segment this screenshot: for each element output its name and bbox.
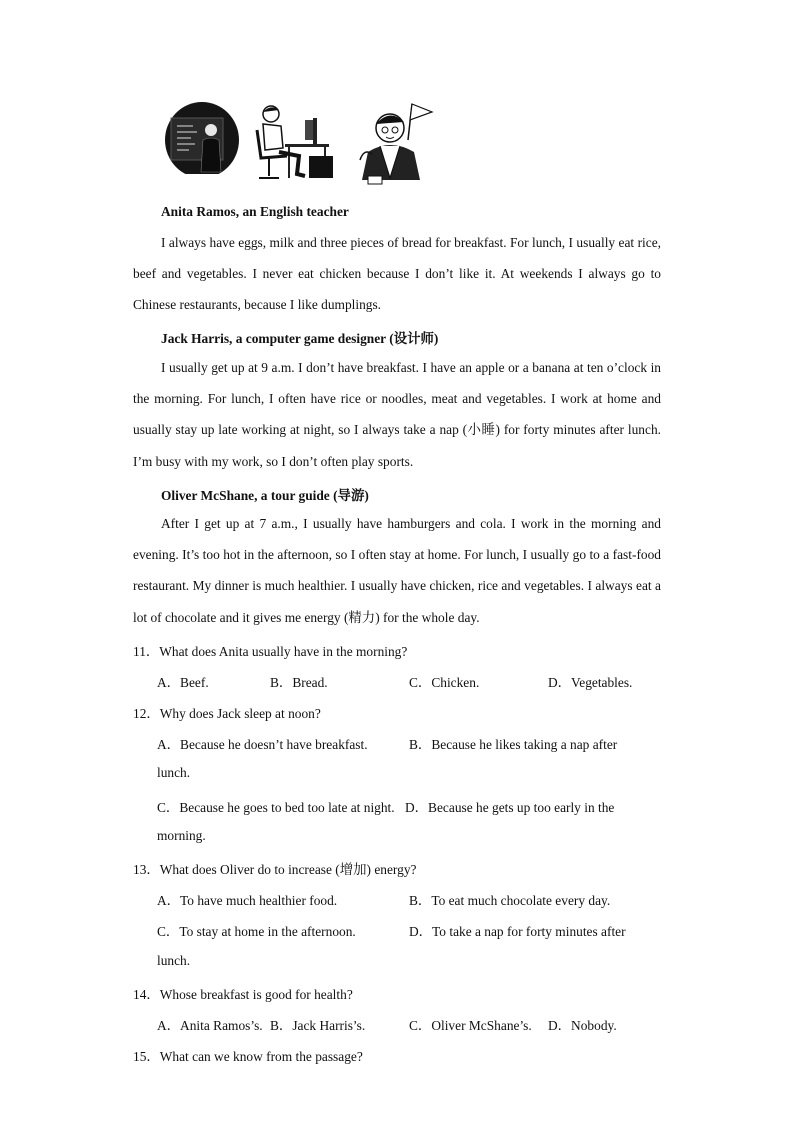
q14-option-b[interactable]: B．Jack Harris’s. [270,1018,366,1033]
q11-option-a[interactable]: A．Beef. [157,675,209,690]
teacher-illustration [163,100,241,184]
q13-option-d-cont: lunch. [157,953,191,968]
question-13: 13．What does Oliver do to increase (增加) energy? [133,862,417,877]
passage-heading-anita: Anita Ramos, an English teacher [161,204,349,219]
designer-illustration [249,100,341,184]
passage-text-jack [133,352,661,477]
q12-option-d[interactable]: D．Because he gets up too early in the [405,800,615,815]
passage-text-anita [133,227,661,321]
q12-option-a[interactable]: A．Because he doesn’t have breakfast. [157,737,368,752]
q13-option-c[interactable]: C．To stay at home in the afternoon. [157,924,356,939]
passage-heading-oliver: Oliver McShane, a tour guide (导游) [161,488,369,503]
q13-option-a[interactable]: A．To have much healthier food. [157,893,338,908]
passage-body: After I get up at 7 a.m., I usually have hamburgers and cola. I work in the morning and evening. It’s too hot in the afternoon, so I often stay at home. For lunch, I usually go to a fast-food restaurant. My dinner is much healthier. I usually have chicken, rice and vegetables. I always eat a lot of chocolate and it gives me energy (精力) for the whole day. [133,516,661,625]
q14-option-c[interactable]: C．Oliver McShane’s. [409,1018,532,1033]
question-12: 12．Why does Jack sleep at noon? [133,706,321,721]
question-15: 15．What can we know from the passage? [133,1049,363,1064]
q11-option-b[interactable]: B．Bread. [270,675,328,690]
q11-option-d[interactable]: D．Vegetables. [548,675,633,690]
q14-option-d[interactable]: D．Nobody. [548,1018,617,1033]
passage-text-oliver [133,508,661,633]
q12-option-c[interactable]: C．Because he goes to bed too late at night. [157,800,395,815]
question-14: 14．Whose breakfast is good for health? [133,987,353,1002]
passage-body: I always have eggs, milk and three pieces of bread for breakfast. For lunch, I usually eat rice, beef and vegetables. I never eat chicken because I don’t like it. At weekends I always go to Chinese restaurants, because I like dumplings. [133,235,661,313]
q13-option-b[interactable]: B．To eat much chocolate every day. [409,893,611,908]
q12-option-d-cont: morning. [157,828,206,843]
q11-option-c[interactable]: C．Chicken. [409,675,480,690]
passage-heading-jack: Jack Harris, a computer game designer (设计师) [161,331,439,346]
passage-body: I usually get up at 9 a.m. I don’t have breakfast. I have an apple or a banana at ten o’clock in the morning. For lunch, I often have rice or noodles, meat and vegetables. I work at home and usually stay up late working at night, so I always take a nap (小睡) for forty minutes after lunch. I’m busy with my work, so I don’t often play sports. [133,360,661,469]
question-11: 11．What does Anita usually have in the morning? [133,644,408,659]
tour-guide-illustration [358,100,436,186]
q12-option-b[interactable]: B．Because he likes taking a nap after [409,737,618,752]
q12-option-b-cont: lunch. [157,765,191,780]
q14-option-a[interactable]: A．Anita Ramos’s. [157,1018,263,1033]
q13-option-d[interactable]: D．To take a nap for forty minutes after [409,924,626,939]
